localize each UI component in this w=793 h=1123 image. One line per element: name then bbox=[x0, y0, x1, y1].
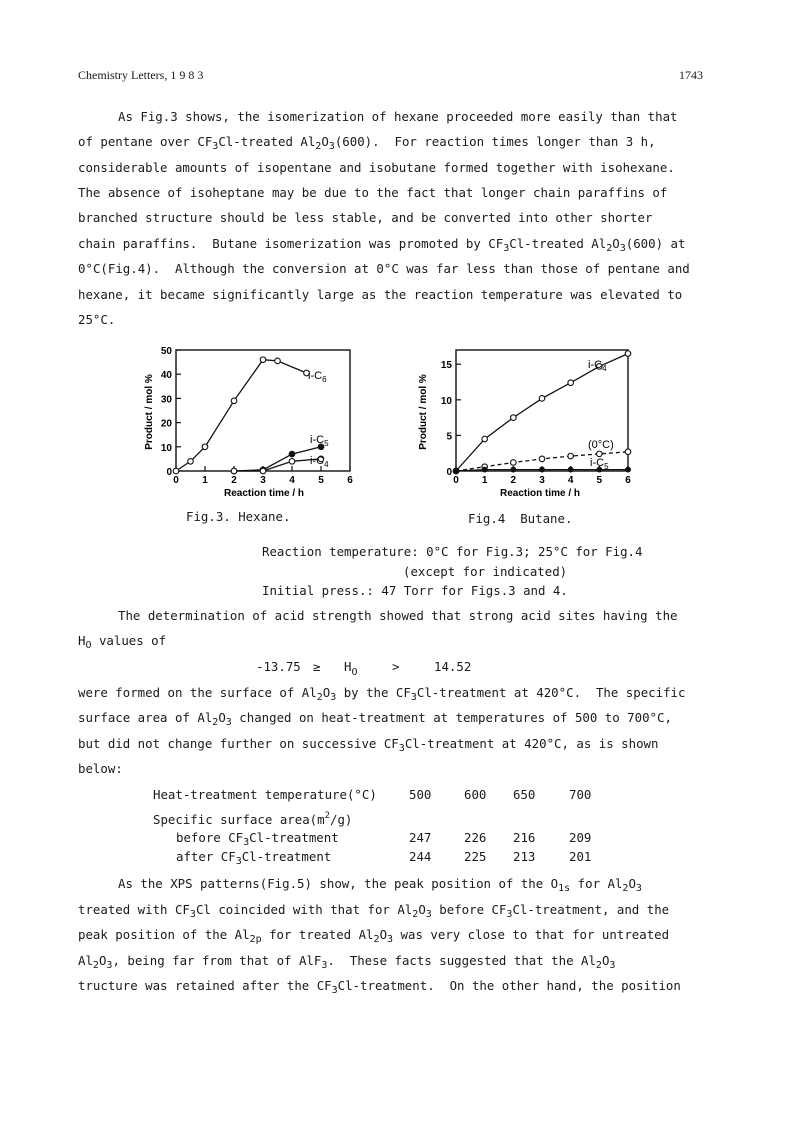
para1-line1: As Fig.3 shows, the isomerization of hexane proceeded more easily than that bbox=[118, 109, 678, 124]
fig4-series-0-point bbox=[511, 415, 517, 421]
table-temp-700: 700 bbox=[569, 787, 592, 802]
fig3-ytick-label: 30 bbox=[160, 394, 172, 406]
table-after-650: 213 bbox=[513, 849, 536, 864]
fig3-plot-frame bbox=[176, 350, 350, 471]
para2-line2: $H_O$ values of bbox=[78, 633, 167, 651]
fig3-series-0-point bbox=[173, 468, 179, 474]
fig3-hexane-chart bbox=[140, 340, 360, 505]
fig4-label-ic5: $i-C_5$ bbox=[590, 457, 609, 471]
conditions-line3: Initial press.: 47 Torr for Figs.3 and 4. bbox=[262, 583, 568, 598]
fig4-series-2-point bbox=[626, 467, 631, 472]
fig3-ytick-label: 40 bbox=[160, 370, 172, 382]
para3-line5: tructure was retained after the $CF_3Cl$-treatment. On the other hand, the position bbox=[78, 978, 681, 996]
fig3-ytick-label: 20 bbox=[160, 418, 172, 430]
table-before-700: 209 bbox=[569, 830, 592, 845]
fig3-series-line-1 bbox=[234, 447, 321, 471]
para1-line7: 0°C(Fig.4). Although the conversion at 0°C was far less than those of pentane and bbox=[78, 261, 690, 276]
fig4-ytick-label: 0 bbox=[446, 467, 452, 478]
conditions-line2: (except for indicated) bbox=[403, 564, 568, 579]
fig3-series-0-point bbox=[188, 459, 194, 465]
eq-h: $H_O$ bbox=[344, 659, 358, 678]
fig4-butane-chart bbox=[412, 340, 642, 505]
para3-line2: treated with $CF_3Cl$ coincided with that for $Al_2O_3$ before $CF_3Cl$-treatment, and the bbox=[78, 902, 670, 920]
fig3-series-2-point bbox=[289, 459, 295, 465]
fig3-series-0-point bbox=[260, 357, 266, 363]
fig4-series-1-point bbox=[568, 453, 574, 459]
table-after-500: 244 bbox=[409, 849, 432, 864]
fig4-ytick-label: 5 bbox=[446, 431, 452, 443]
fig3-label-ic6: $i-C_6$ bbox=[308, 370, 327, 384]
table-after-700: 201 bbox=[569, 849, 592, 864]
fig4-series-2-point bbox=[454, 469, 459, 474]
fig4-xtick-label: 1 bbox=[481, 475, 488, 486]
fig3-ytick-label: 0 bbox=[166, 467, 172, 478]
fig3-xlabel: Reaction time / h bbox=[223, 488, 305, 499]
fig4-series-2-point bbox=[511, 467, 516, 472]
fig3-ytick-label: 50 bbox=[160, 346, 172, 357]
table-temp-500: 500 bbox=[409, 787, 432, 802]
table-before-600: 226 bbox=[464, 830, 487, 845]
para2-line1: The determination of acid strength showed that strong acid sites having the bbox=[118, 608, 678, 623]
journal-header: Chemistry Letters, 1 9 8 3 bbox=[78, 68, 204, 82]
fig3-series-2-point bbox=[260, 468, 266, 474]
para2-line4: were formed on the surface of $Al_2O_3$ by the $CF_3Cl$-treatment at 420°C. The specific bbox=[78, 685, 686, 703]
fig4-series-2-point bbox=[540, 467, 545, 472]
fig3-xtick-label: 4 bbox=[289, 475, 295, 486]
fig3-series-1-point bbox=[289, 451, 295, 457]
para1-line2: of pentane over $CF_3Cl$-treated $Al_2O_3(600)$. For reaction times longer than 3 h, bbox=[78, 134, 656, 152]
fig4-series-1-point bbox=[539, 456, 545, 462]
fig4-xtick-label: 0 bbox=[453, 475, 459, 486]
fig4-xtick-label: 6 bbox=[625, 475, 631, 486]
para2-line5: surface area of $Al_2O_3$ changed on heat-treatment at temperatures of 500 to 700°C, bbox=[78, 710, 672, 728]
eq-gt: > bbox=[392, 659, 400, 674]
fig4-series-1-point bbox=[597, 451, 603, 457]
fig3-ylabel: Product / mol % bbox=[144, 374, 155, 450]
eq-left: -13.75 bbox=[256, 659, 301, 674]
fig3-ytick-label: 10 bbox=[160, 442, 172, 454]
fig3-series-0-point bbox=[202, 444, 208, 450]
table-row-before-label: before $CF_3Cl$-treatment bbox=[176, 830, 339, 848]
para1-line3: considerable amounts of isopentane and isobutane formed together with isohexane. bbox=[78, 160, 675, 175]
para1-line9: 25°C. bbox=[78, 312, 116, 327]
fig4-series-1-point bbox=[511, 460, 517, 466]
fig3-series-0-point bbox=[231, 398, 237, 404]
table-after-600: 225 bbox=[464, 849, 487, 864]
fig3-series-0-point bbox=[275, 358, 281, 364]
fig4-caption: Fig.4 Butane. bbox=[468, 511, 573, 526]
para1-line4: The absence of isoheptane may be due to the fact that longer chain paraffins of bbox=[78, 185, 668, 200]
para1-line8: hexane, it became significantly large as the reaction temperature was elevated to bbox=[78, 287, 683, 302]
para3-line3: peak position of the $Al_{2p}$ for treated $Al_2O_3$ was very close to that for untreated bbox=[78, 927, 670, 945]
fig3-series-2-point bbox=[231, 468, 237, 474]
table-row-temp-label: Heat-treatment temperature(°C) bbox=[153, 787, 377, 802]
para3-line1: As the XPS patterns(Fig.5) show, the peak position of the $O_{1s}$ for $Al_2O_3$ bbox=[118, 876, 642, 894]
fig4-label-0c: (0°C) bbox=[588, 439, 614, 451]
para2-line7: below: bbox=[78, 761, 123, 776]
table-temp-600: 600 bbox=[464, 787, 487, 802]
table-row-after-label: after $CF_3Cl$-treatment bbox=[176, 849, 332, 867]
fig3-label-ic4: $i-C_4$ bbox=[310, 455, 329, 469]
fig4-series-0-point bbox=[539, 396, 545, 402]
fig4-label-ic4: $i-C_4$ bbox=[588, 359, 607, 373]
fig4-series-0-point bbox=[568, 380, 574, 386]
fig4-series-0-point bbox=[482, 436, 488, 442]
para2-line6: but did not change further on successive $CF_3Cl$-treatment at 420°C, as is shown bbox=[78, 736, 659, 754]
fig4-xtick-label: 3 bbox=[539, 475, 545, 486]
fig3-xtick-label: 2 bbox=[231, 475, 237, 486]
fig3-label-ic5: $i-C_5$ bbox=[310, 434, 329, 448]
fig4-ytick-label: 15 bbox=[440, 360, 452, 372]
fig3-series-line-2 bbox=[234, 459, 321, 471]
fig3-xtick-label: 5 bbox=[318, 475, 324, 486]
conditions-line1: Reaction temperature: 0°C for Fig.3; 25°C for Fig.4 bbox=[262, 544, 643, 559]
para1-line5: branched structure should be less stable, and be converted into other shorter bbox=[78, 210, 653, 225]
fig3-xtick-label: 3 bbox=[260, 475, 266, 486]
fig4-series-2-point bbox=[568, 467, 573, 472]
fig4-xtick-label: 5 bbox=[596, 475, 603, 486]
fig4-series-2-point bbox=[482, 467, 487, 472]
fig3-xtick-label: 1 bbox=[202, 475, 208, 486]
fig4-xtick-label: 2 bbox=[510, 475, 517, 486]
fig4-ylabel: Product / mol % bbox=[418, 374, 429, 450]
fig4-series-1-point bbox=[625, 449, 631, 455]
eq-right: 14.52 bbox=[434, 659, 472, 674]
fig4-ytick-label: 10 bbox=[440, 395, 452, 407]
fig3-caption: Fig.3. Hexane. bbox=[186, 509, 291, 524]
fig4-xtick-label: 4 bbox=[567, 475, 574, 486]
fig3-xtick-label: 6 bbox=[347, 475, 353, 486]
fig4-xlabel: Reaction time / h bbox=[499, 488, 581, 499]
table-before-650: 216 bbox=[513, 830, 536, 845]
table-row-area-label: Specific surface $area(m^2/g)$ bbox=[153, 811, 353, 827]
page-number: 1743 bbox=[679, 68, 703, 82]
para1-line6: chain paraffins. Butane isomerization was promoted by $CF_3Cl$-treated $Al_2O_3(600)$ at bbox=[78, 236, 686, 254]
table-temp-650: 650 bbox=[513, 787, 536, 802]
fig4-series-0-point bbox=[625, 351, 631, 357]
fig3-xtick-label: 0 bbox=[173, 475, 179, 486]
eq-ge: ≥ bbox=[313, 659, 321, 674]
table-before-500: 247 bbox=[409, 830, 432, 845]
fig3-series-line-0 bbox=[176, 360, 307, 471]
para3-line4: $Al_2O_3$, being far from that of AlF$_3$. These facts suggested that the $Al_2O_3$ bbox=[78, 953, 616, 971]
